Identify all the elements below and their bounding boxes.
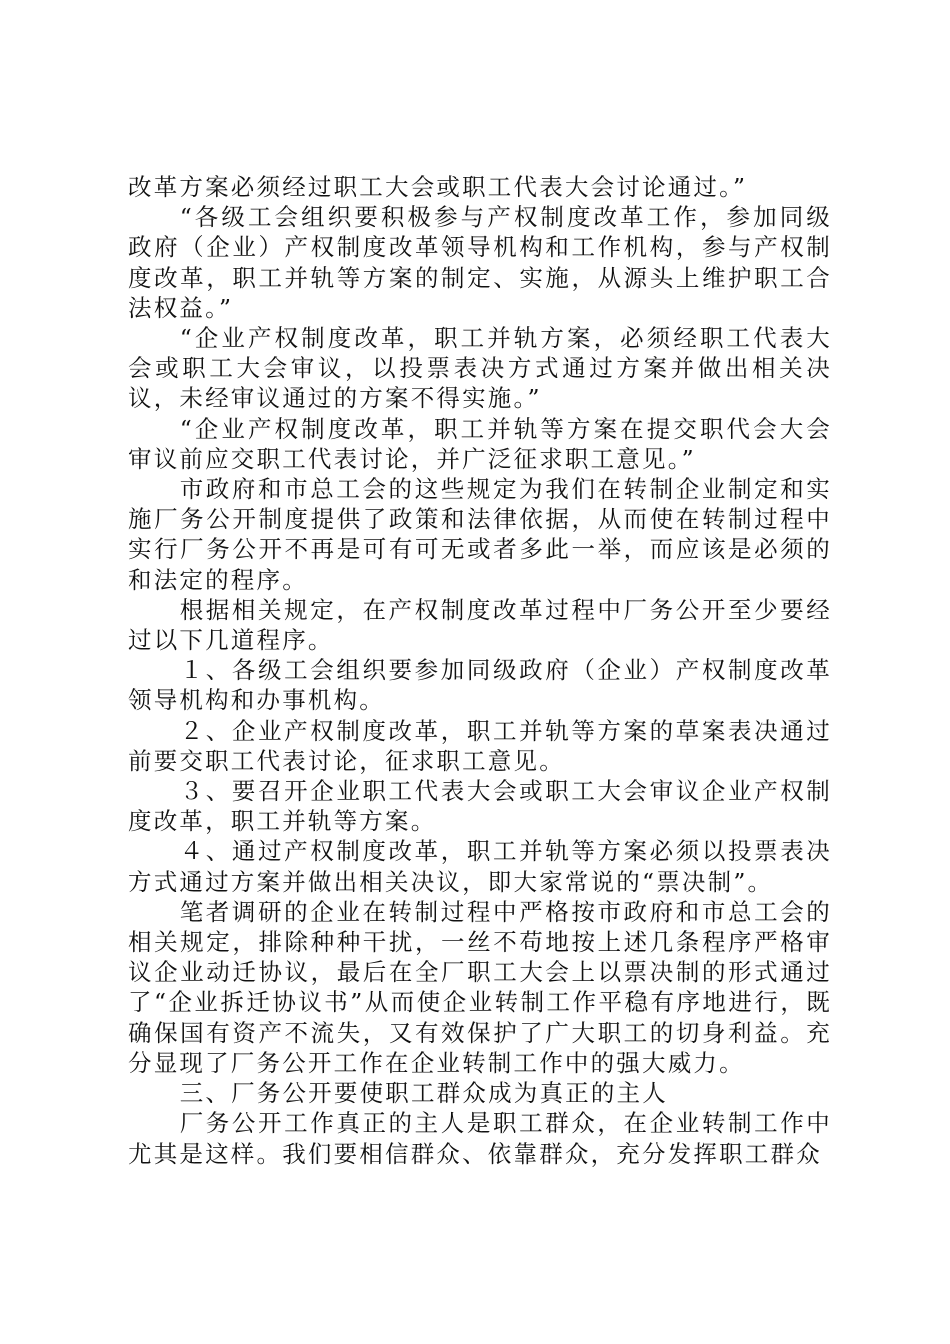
paragraph-policy-basis: 市政府和市总工会的这些规定为我们在转制企业制定和实施厂务公开制度提供了政策和法律依据，从而使在转制过程中实行厂务公开不再是可有可无或者多此一举，而应该是必须的和法定的程序。: [128, 475, 832, 594]
paragraph-quote-union-participation: “各级工会组织要积极参与产权制度改革工作，参加同级政府（企业）产权制度改革领导机构和工作机构，参与产权制度改革，职工并轨等方案的制定、实施，从源头上维护职工合法权益。”: [128, 203, 832, 322]
list-item-procedure-4: ４、通过产权制度改革，职工并轨等方案必须以投票表决方式通过方案并做出相关决议，即大家常说的“票决制”。: [128, 837, 832, 896]
section-heading-3: 三、厂务公开要使职工群众成为真正的主人: [179, 1079, 668, 1108]
list-item-procedure-3: ３、要召开企业职工代表大会或职工大会审议企业产权制度改革，职工并轨等方案。: [128, 777, 832, 836]
paragraph-workers-as-masters: 厂务公开工作真正的主人是职工群众，在企业转制工作中尤其是这样。我们要相信群众、依靠群众，充分发挥职工群众: [128, 1109, 832, 1168]
paragraph-procedures-intro: 根据相关规定，在产权制度改革过程中厂务公开至少要经过以下几道程序。: [128, 595, 832, 655]
list-item-procedure-1: １、各级工会组织要参加同级政府（企业）产权制度改革领导机构和办事机构。: [128, 656, 832, 715]
paragraph-quote-discussion: “企业产权制度改革，职工并轨等方案在提交职代会大会审议前应交职工代表讨论，并广泛征求职工意见。”: [128, 414, 832, 473]
paragraph-quote-vote-approval: “企业产权制度改革，职工并轨方案，必须经职工代表大会或职工大会审议，以投票表决方式通过方案并做出相关决议，未经审议通过的方案不得实施。”: [128, 324, 832, 413]
document-body: [128, 172, 832, 1169]
list-item-procedure-2: ２、企业产权制度改革，职工并轨等方案的草案表决通过前要交职工代表讨论，征求职工意见。: [128, 716, 832, 775]
paragraph-case-study: 笔者调研的企业在转制过程中严格按市政府和市总工会的相关规定，排除种种干扰，一丝不苟地按上述几条程序严格审议企业动迁协议，最后在全厂职工大会上以票决制的形式通过了“企业拆迁协议书”从而使企业转制工作平稳有序地进行，既确保国有资产不流失，又有效保护了广大职工的切身利益。充分显现了厂务公开工作在企业转制工作中的强大威力。: [128, 897, 832, 1077]
paragraph-continuation: 改革方案必须经过职工大会或职工代表大会讨论通过。”: [128, 173, 748, 201]
